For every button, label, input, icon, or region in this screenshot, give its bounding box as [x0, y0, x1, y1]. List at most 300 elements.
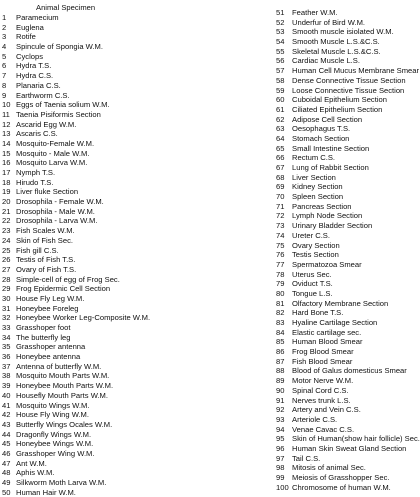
specimen-name: Silkworm Moth Larva W.M. — [16, 478, 107, 487]
specimen-name: Blood of Galus domesticus Smear — [292, 366, 407, 376]
specimen-number: 7 — [2, 71, 7, 81]
specimen-number: 51 — [276, 8, 285, 17]
specimen-number: 30 — [2, 293, 11, 303]
specimen-name: Uterus Sec. — [292, 269, 332, 279]
specimen-number: 18 — [2, 177, 11, 187]
specimen-name: Small Intestine Section — [292, 143, 370, 153]
specimen-name: Human Cell Mucus Membrane Smear — [292, 66, 420, 76]
specimen-name: Frog Blood Smear — [292, 347, 354, 357]
specimen-number: 82 — [276, 308, 285, 318]
specimen-name: Euglena — [16, 22, 44, 32]
specimen-number: 22 — [2, 216, 11, 226]
specimen-name: Oesophagus T.S. — [292, 124, 351, 134]
specimen-item — [2, 110, 270, 120]
specimen-number: 31 — [2, 303, 11, 313]
specimen-number: 32 — [2, 313, 11, 323]
specimen-number: 81 — [276, 298, 285, 308]
specimen-item — [2, 255, 270, 265]
specimen-number: 21 — [2, 206, 11, 216]
specimen-number: 47 — [2, 458, 11, 468]
specimen-item — [276, 318, 420, 328]
specimen-item — [2, 207, 270, 217]
specimen-item — [276, 37, 420, 47]
specimen-item — [276, 260, 420, 270]
specimen-item — [2, 226, 270, 236]
specimen-name: Spincule of Spongia W.M. — [16, 42, 103, 52]
specimen-name: Stomach Section — [292, 133, 350, 143]
specimen-number: 38 — [2, 371, 11, 381]
specimen-number: 76 — [276, 250, 285, 260]
specimen-item — [2, 352, 270, 362]
specimen-name: Ovary Section — [292, 240, 340, 250]
specimen-name: Human Hair W.M. — [16, 487, 76, 497]
specimen-name: Cuboidal Epithelium Section — [292, 95, 387, 105]
specimen-item — [2, 13, 270, 23]
specimen-number: 58 — [276, 75, 285, 85]
specimen-item — [276, 347, 420, 357]
specimen-name: Ascarid Egg W.M. — [16, 119, 77, 129]
specimen-name: Honeybee Worker Leg-Composite W.M. — [16, 313, 151, 323]
specimen-item — [2, 342, 270, 352]
specimen-number: 37 — [2, 361, 11, 371]
specimen-number: 66 — [276, 153, 285, 163]
specimen-item — [276, 425, 420, 435]
specimen-number: 84 — [276, 327, 285, 337]
left-column — [2, 0, 270, 497]
specimen-name: Drosophila - Larva W.M. — [16, 216, 98, 226]
specimen-item — [2, 284, 270, 294]
specimen-name: Ascaris C.S. — [16, 129, 58, 139]
specimen-number: 59 — [276, 85, 285, 95]
specimen-number: 55 — [276, 46, 285, 56]
specimen-name: Paramecium — [16, 13, 59, 22]
specimen-number: 16 — [2, 158, 11, 168]
specimen-name: Liver fluke Section — [16, 187, 79, 197]
specimen-name: Drosophila - Female W.M. — [16, 197, 104, 207]
specimen-item — [276, 299, 420, 309]
specimen-name: Eggs of Taenia solium W.M. — [16, 100, 110, 110]
specimen-name: Hydra T.S. — [16, 61, 52, 71]
specimen-item — [276, 8, 420, 18]
specimen-item — [276, 279, 420, 289]
specimen-number: 80 — [276, 288, 285, 298]
specimen-number: 56 — [276, 56, 285, 66]
specimen-number: 91 — [276, 395, 285, 405]
specimen-name: Ant W.M. — [16, 458, 47, 468]
specimen-name: Testis Section — [292, 250, 339, 260]
specimen-number: 27 — [2, 264, 11, 274]
specimen-number: 54 — [276, 37, 285, 47]
specimen-name: Ureter C.S. — [292, 230, 330, 240]
specimen-name: Chromosome of human W.M. — [292, 482, 391, 492]
specimen-item — [2, 71, 270, 81]
specimen-item — [276, 153, 420, 163]
specimen-number: 42 — [2, 410, 11, 420]
specimen-number: 96 — [276, 443, 285, 453]
specimen-list-right — [276, 8, 420, 492]
specimen-number: 63 — [276, 124, 285, 134]
specimen-item — [276, 270, 420, 280]
specimen-item — [2, 178, 270, 188]
specimen-item — [276, 115, 420, 125]
specimen-number: 36 — [2, 352, 11, 362]
specimen-item — [276, 173, 420, 183]
specimen-name: Ovary of Fish T.S. — [16, 264, 77, 274]
specimen-item — [2, 362, 270, 372]
specimen-number: 8 — [2, 80, 7, 90]
right-column — [276, 0, 420, 492]
specimen-number: 62 — [276, 114, 285, 124]
specimen-name: Antenna of butterfly W.M. — [16, 361, 102, 371]
specimen-name: Honeybee Foreleg — [16, 303, 79, 313]
specimen-name: Frog Epidermic Cell Section — [16, 284, 111, 294]
specimen-name: Mosquito Wings W.M. — [16, 400, 90, 410]
specimen-name: Oviduct T.S. — [292, 279, 333, 289]
specimen-item — [276, 289, 420, 299]
specimen-number: 35 — [2, 342, 11, 352]
specimen-item — [2, 168, 270, 178]
specimen-number: 17 — [2, 168, 11, 177]
specimen-item — [276, 454, 420, 464]
specimen-name: Taenia Pisiformis Section — [16, 109, 101, 119]
specimen-name: Fish Blood Smear — [292, 356, 353, 366]
specimen-item — [2, 139, 270, 149]
specimen-item — [2, 371, 270, 381]
specimen-item — [276, 357, 420, 367]
specimen-item — [2, 275, 270, 285]
specimen-item — [2, 61, 270, 71]
specimen-item — [2, 449, 270, 459]
specimen-list-left — [2, 13, 270, 497]
specimen-number: 97 — [276, 453, 285, 463]
specimen-name: Motor Nerve W.M. — [292, 376, 354, 386]
specimen-number: 99 — [276, 473, 285, 482]
specimen-item — [276, 211, 420, 221]
specimen-name: Smooth Muscle L.S.&C.S. — [292, 37, 380, 47]
specimen-name: Grasshoper Wing W.M. — [16, 448, 95, 458]
specimen-item — [276, 134, 420, 144]
specimen-item — [276, 182, 420, 192]
specimen-name: Earthworm C.S. — [16, 90, 70, 100]
specimen-item — [276, 415, 420, 425]
specimen-item — [276, 405, 420, 415]
specimen-item — [2, 216, 270, 226]
specimen-item — [276, 105, 420, 115]
specimen-number: 43 — [2, 419, 11, 429]
specimen-number: 75 — [276, 240, 285, 250]
specimen-name: Planaria C.S. — [16, 80, 61, 90]
specimen-number: 65 — [276, 143, 285, 153]
specimen-item — [2, 333, 270, 343]
specimen-item — [276, 124, 420, 134]
specimen-item — [276, 27, 420, 37]
specimen-item — [276, 444, 420, 454]
specimen-number: 57 — [276, 66, 285, 76]
specimen-number: 52 — [276, 17, 285, 27]
specimen-number: 72 — [276, 211, 285, 221]
specimen-number: 67 — [276, 163, 285, 172]
specimen-item — [2, 32, 270, 42]
specimen-item — [276, 144, 420, 154]
specimen-number: 85 — [276, 337, 285, 347]
specimen-name: Tail C.S. — [292, 453, 321, 463]
specimen-number: 44 — [2, 429, 11, 439]
specimen-item — [2, 488, 270, 497]
specimen-item — [2, 313, 270, 323]
specimen-number: 50 — [2, 487, 11, 497]
specimen-item — [2, 381, 270, 391]
specimen-item — [276, 241, 420, 251]
specimen-item — [276, 328, 420, 338]
specimen-number: 34 — [2, 332, 11, 342]
specimen-name: Spermatozoa Smear — [292, 259, 362, 269]
specimen-name: Dense Connective Tissue Section — [292, 75, 406, 85]
specimen-number: 39 — [2, 381, 11, 391]
specimen-number: 1 — [2, 13, 7, 22]
specimen-item — [276, 76, 420, 86]
specimen-item — [2, 197, 270, 207]
specimen-item — [2, 439, 270, 449]
specimen-name: Cardiac Muscle L.S. — [292, 56, 360, 66]
specimen-name: Hard Bone T.S. — [292, 308, 344, 318]
specimen-number: 26 — [2, 255, 11, 265]
specimen-name: Nymph T.S. — [16, 168, 56, 177]
specimen-name: Fish gill C.S. — [16, 245, 59, 255]
specimen-name: Ciliated Epithelium Section — [292, 104, 383, 114]
specimen-item — [276, 86, 420, 96]
specimen-name: Human Skin Sweat Gland Section — [292, 443, 407, 453]
specimen-item — [2, 246, 270, 256]
specimen-item — [2, 265, 270, 275]
specimen-number: 15 — [2, 148, 11, 158]
specimen-item — [2, 187, 270, 197]
specimen-item — [2, 81, 270, 91]
specimen-number: 3 — [2, 32, 7, 42]
specimen-number: 25 — [2, 245, 11, 255]
specimen-item — [2, 100, 270, 110]
specimen-item — [2, 158, 270, 168]
specimen-number: 13 — [2, 129, 11, 139]
specimen-number: 4 — [2, 42, 7, 52]
specimen-name: House Fly Wing W.M. — [16, 410, 89, 420]
specimen-number: 88 — [276, 366, 285, 376]
specimen-number: 10 — [2, 100, 11, 110]
specimen-name: Smooth muscle isiolated W.M. — [292, 27, 394, 37]
specimen-name: Feather W.M. — [292, 8, 338, 17]
specimen-name: Underfur of Bird W.M. — [292, 17, 366, 27]
specimen-name: Spinal Cord C.S. — [292, 385, 349, 395]
specimen-name: Urinary Bladder Section — [292, 221, 373, 231]
specimen-number: 71 — [276, 201, 285, 211]
specimen-number: 2 — [2, 22, 7, 32]
specimen-name: Olfactory Membrane Section — [292, 298, 389, 308]
specimen-item — [276, 473, 420, 483]
specimen-name: Grasshoper foot — [16, 323, 71, 332]
specimen-item — [276, 231, 420, 241]
specimen-name: Tongue L.S. — [292, 288, 333, 298]
specimen-item — [2, 23, 270, 33]
specimen-item — [276, 221, 420, 231]
specimen-item — [2, 294, 270, 304]
specimen-name: Cyclops — [16, 51, 44, 61]
specimen-name: Artery and Vein C.S. — [292, 405, 361, 415]
specimen-name: Pancreas Section — [292, 201, 352, 211]
specimen-name: Drosophila - Male W.M. — [16, 206, 95, 216]
specimen-name: Liver Section — [292, 172, 336, 182]
specimen-item — [276, 47, 420, 57]
specimen-number: 64 — [276, 133, 285, 143]
specimen-number: 78 — [276, 269, 285, 279]
specimen-number: 29 — [2, 284, 11, 294]
specimen-name: Honeybee antenna — [16, 352, 81, 362]
specimen-name: Hyaline Cartilage Section — [292, 318, 378, 327]
specimen-item — [276, 163, 420, 173]
specimen-name: Kidney Section — [292, 182, 343, 192]
specimen-name: Arteriole C.S. — [292, 414, 338, 424]
specimen-item — [2, 52, 270, 62]
specimen-number: 69 — [276, 182, 285, 192]
specimen-item — [2, 468, 270, 478]
specimen-number: 90 — [276, 385, 285, 395]
specimen-name: Housefly Mouth Parts W.M. — [16, 390, 108, 400]
specimen-number: 33 — [2, 323, 11, 332]
specimen-item — [2, 304, 270, 314]
specimen-item — [2, 236, 270, 246]
specimen-number: 14 — [2, 138, 11, 148]
specimen-item — [2, 91, 270, 101]
specimen-item — [2, 410, 270, 420]
specimen-item — [276, 396, 420, 406]
specimen-item — [2, 391, 270, 401]
specimen-item — [276, 56, 420, 66]
specimen-item — [2, 459, 270, 469]
specimen-name: Mosquito-Female W.M. — [16, 138, 95, 148]
specimen-number: 24 — [2, 235, 11, 245]
specimen-item — [276, 337, 420, 347]
specimen-number: 95 — [276, 434, 285, 444]
specimen-name: The butterfly leg — [16, 332, 71, 342]
specimen-name: Mitosis of animal Sec. — [292, 463, 366, 473]
specimen-name: Aphis W.M. — [16, 468, 55, 478]
specimen-item — [276, 386, 420, 396]
specimen-item — [2, 420, 270, 430]
specimen-name: Skin of Fish Sec. — [16, 235, 73, 245]
specimen-item — [2, 149, 270, 159]
specimen-name: Venae Cavac C.S. — [292, 424, 355, 434]
specimen-number: 9 — [2, 90, 7, 100]
specimen-item — [276, 66, 420, 76]
specimen-item — [2, 478, 270, 488]
specimen-name: Nerves trunk L.S. — [292, 395, 351, 405]
specimen-name: Simple-cell of egg of Frog Sec. — [16, 274, 120, 284]
specimen-number: 73 — [276, 221, 285, 231]
specimen-name: Skeletal Muscle L.S.&C.S. — [292, 46, 381, 56]
specimen-number: 28 — [2, 274, 11, 284]
specimen-name: Meiosis of Grasshopper Sec. — [292, 473, 390, 482]
specimen-number: 11 — [2, 109, 10, 119]
specimen-name: Hirudo T.S. — [16, 177, 54, 187]
specimen-item — [276, 376, 420, 386]
specimen-name: Loose Connective Tissue Section — [292, 85, 405, 95]
specimen-number: 87 — [276, 356, 285, 366]
specimen-number: 48 — [2, 468, 11, 478]
specimen-number: 5 — [2, 51, 7, 61]
specimen-item — [276, 18, 420, 28]
specimen-item — [2, 120, 270, 130]
specimen-number: 83 — [276, 318, 285, 327]
specimen-name: Rectum C.S. — [292, 153, 336, 163]
specimen-name: Hydra C.S. — [16, 71, 54, 81]
specimen-number: 61 — [276, 104, 285, 114]
specimen-number: 41 — [2, 400, 11, 410]
specimen-name: Mosquito Mouth Parts W.M. — [16, 371, 110, 381]
specimen-item — [2, 401, 270, 411]
specimen-number: 68 — [276, 172, 285, 182]
specimen-name: Human Blood Smear — [292, 337, 363, 347]
specimen-number: 70 — [276, 192, 285, 202]
specimen-number: 12 — [2, 119, 11, 129]
specimen-number: 74 — [276, 230, 285, 240]
specimen-item — [2, 430, 270, 440]
specimen-number: 53 — [276, 27, 285, 37]
specimen-number: 20 — [2, 197, 11, 207]
specimen-name: Rotife — [16, 32, 36, 42]
specimen-number: 92 — [276, 405, 285, 415]
specimen-item — [276, 366, 420, 376]
specimen-number: 94 — [276, 424, 285, 434]
specimen-number: 49 — [2, 478, 11, 487]
specimen-number: 45 — [2, 439, 11, 449]
specimen-item — [276, 192, 420, 202]
specimen-name: Honeybee Mouth Parts W.M. — [16, 381, 114, 391]
specimen-name: Spleen Section — [292, 192, 344, 202]
specimen-name: Testis of Fish T.S. — [16, 255, 76, 265]
specimen-name: Butterfly Wings Ocales W.M. — [16, 419, 113, 429]
specimen-name: Lung of Rabbit Section — [292, 163, 369, 172]
specimen-number: 46 — [2, 448, 11, 458]
specimen-number: 40 — [2, 390, 11, 400]
specimen-number: 79 — [276, 279, 285, 289]
specimen-name: Mosquito - Male W.M. — [16, 148, 90, 158]
specimen-name: Skin of Human(show hair follicle) Sec. — [292, 434, 420, 444]
document-title: Animal Specimen — [36, 3, 96, 12]
specimen-item — [276, 308, 420, 318]
specimen-number: 100 — [276, 482, 289, 492]
specimen-number: 23 — [2, 226, 11, 236]
specimen-item — [276, 250, 420, 260]
specimen-name: Fish Scales W.M. — [16, 226, 75, 236]
specimen-number: 60 — [276, 95, 285, 105]
specimen-item — [2, 129, 270, 139]
specimen-name: Dragonfly Wings W.M. — [16, 429, 92, 439]
specimen-name: Mosquito Larva W.M. — [16, 158, 88, 168]
specimen-name: Grasshoper antenna — [16, 342, 86, 352]
specimen-number: 89 — [276, 376, 285, 386]
specimen-item — [276, 434, 420, 444]
specimen-name: Lymph Node Section — [292, 211, 363, 221]
specimen-item — [2, 323, 270, 333]
specimen-name: Adipose Cell Section — [292, 114, 363, 124]
specimen-number: 6 — [2, 61, 7, 71]
specimen-item — [276, 95, 420, 105]
specimen-name: House Fly Leg W.M. — [16, 293, 85, 303]
specimen-number: 19 — [2, 187, 11, 197]
specimen-item — [276, 483, 420, 493]
specimen-item — [2, 42, 270, 52]
specimen-item — [276, 463, 420, 473]
specimen-name: Elastic cartilage sec. — [292, 327, 362, 337]
specimen-number: 86 — [276, 347, 285, 357]
